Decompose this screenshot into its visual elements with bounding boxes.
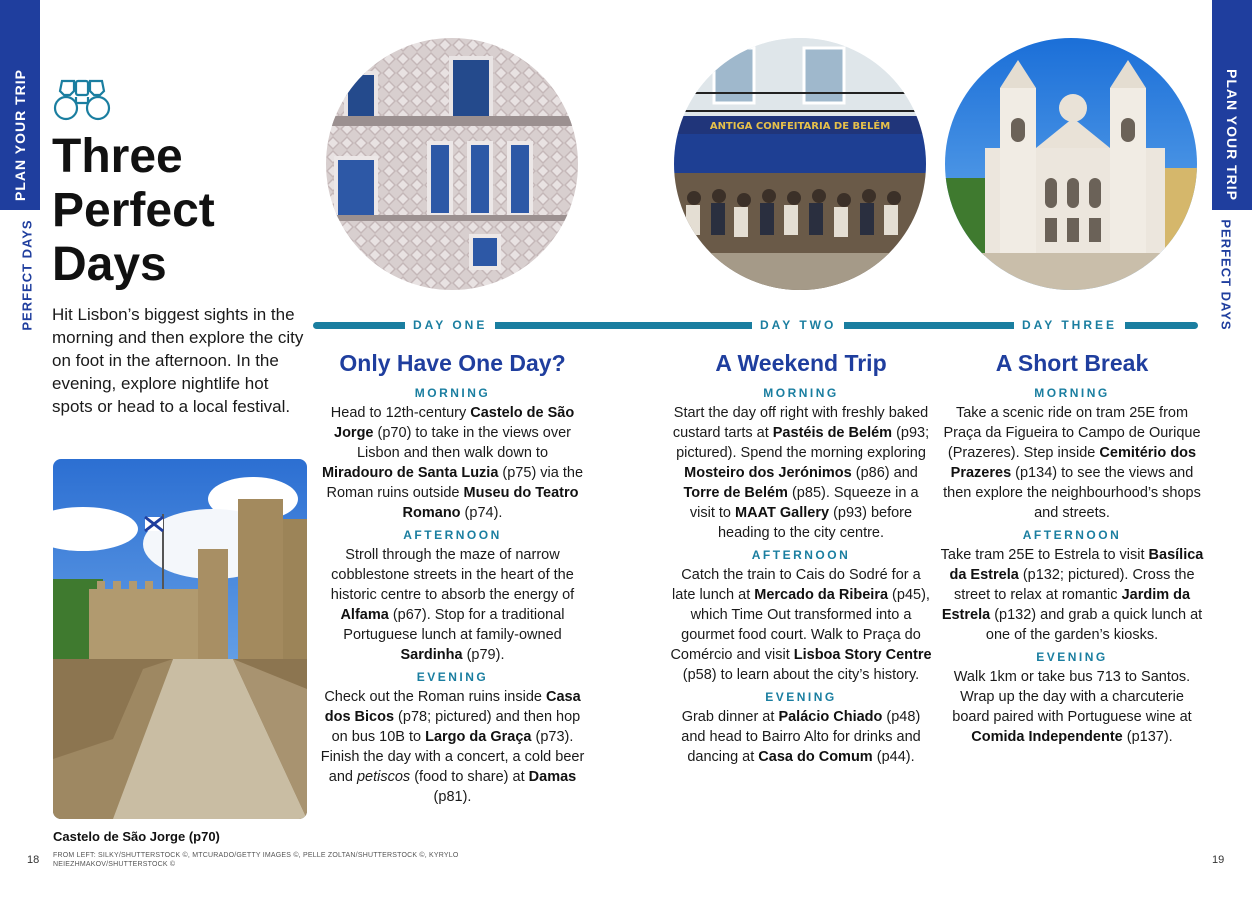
section-label-left: PERFECT DAYS (19, 219, 35, 331)
timeline-day-one: DAY ONE (405, 317, 495, 333)
day-three-afternoon-label: AFTERNOON (1022, 528, 1122, 542)
cafe-sign-text: ANTIGA CONFEITARIA DE BELÉM (709, 121, 891, 132)
page-title (52, 130, 302, 292)
page-number-left: 18 (27, 854, 40, 866)
day-one-morning-label: MORNING (414, 386, 491, 400)
place-name: Museu do Teatro Romano (402, 485, 579, 521)
place-name: Lisboa Story Centre (793, 647, 932, 663)
intro-text: Hit Lisbon’s biggest sights in the morning and then explore the city on foot in the afternoon. In the evening, explore nightlife hot spots or head to a local festival. (52, 305, 304, 416)
title-line-2: Perfect (52, 184, 215, 237)
day-one-afternoon-label: AFTERNOON (403, 528, 502, 542)
day-three-title: A Short Break (995, 350, 1149, 376)
day-three-afternoon-text: Take tram 25E to Estrela to visit Basílica da Estrela (p132; pictured). Cross the street to relax at romantic Jardim da Estrela (p132) and grab a quick lunch at one of the garden’s kiosks. (940, 547, 1204, 643)
section-label-right: PERFECT DAYS (1218, 219, 1234, 331)
place-name: Palácio Chiado (778, 709, 883, 725)
day-three-morning-text: Take a scenic ride on tram 25E from Praça da Figueira to Campo de Ourique (Prazeres). Step inside Cemitério dos Prazeres (p134) to see the views and then explore the neighbourhood’s shops and streets. (943, 405, 1201, 521)
place-name: Largo da Graça (425, 729, 532, 745)
place-name: Alfama (340, 607, 389, 623)
day-two-evening-text: Grab dinner at Palácio Chiado (p48) and head to Bairro Alto for drinks and dancing at Casa do Comum (p44). (681, 709, 921, 765)
place-name: Casa dos Bicos (324, 689, 581, 725)
day-two-morning-text: Start the day off right with freshly baked custard tarts at Pastéis de Belém (p93; pictured). Spend the morning exploring Mosteiro dos Jerónimos (p86) and Torre de Belém (p85). Squeeze in a visit to MAAT Gallery (p93) before heading to the city centre. (672, 405, 930, 541)
title-line-1: Three (52, 130, 183, 183)
place-name: Jardim da Estrela (941, 587, 1191, 623)
day-three-morning-label: MORNING (1034, 386, 1110, 400)
day-three-column (940, 348, 1204, 747)
place-name: Comida Independente (971, 729, 1123, 745)
side-tab-label-left: PLAN YOUR TRIP (12, 69, 28, 201)
place-name: Casa do Comum (758, 749, 873, 765)
day-one-morning-text: Head to 12th-century Castelo de São Jorge (p70) to take in the views over Lisbon and then walk down to Miradouro de Santa Luzia (p75) via the Roman ruins outside Museu do Teatro Romano (p74). (321, 405, 584, 521)
side-tab-label-right: PLAN YOUR TRIP (1224, 69, 1240, 201)
day-two-morning-label: MORNING (763, 386, 839, 400)
place-name: Damas (528, 769, 577, 785)
place-name: Pastéis de Belém (772, 425, 893, 441)
timeline-day-three: DAY THREE (1014, 317, 1125, 333)
place-name: Sardinha (400, 647, 463, 663)
basilica-da-estrela-photo (945, 38, 1197, 290)
place-name: MAAT Gallery (735, 505, 830, 521)
day-two-column (670, 348, 932, 767)
day-three-evening-text: Walk 1km or take bus 713 to Santos. Wrap up the day with a charcuterie board paired with Portuguese wine at Comida Independente (p137). (952, 669, 1192, 745)
day-one-afternoon-text: Stroll through the maze of narrow cobblestone streets in the heart of the historic centre to absorb the energy of Alfama (p67). Stop for a traditional Portuguese lunch at family-owned Sardinha (p79). (330, 547, 575, 663)
castle-photo (53, 459, 307, 819)
day-two-title: A Weekend Trip (715, 350, 887, 376)
day-two-evening-label: EVENING (765, 690, 837, 704)
day-one-evening-label: EVENING (416, 670, 489, 684)
day-two-afternoon-text: Catch the train to Cais do Sodré for a late lunch at Mercado da Ribeira (p45), which Time Out transformed into a gourmet food court. Walk to Praça do Comércio and visit Lisboa Story Centre (p58) to learn about the city’s history. (670, 567, 932, 683)
day-one-evening-text: Check out the Roman ruins inside Casa dos Bicos (p78; pictured) and then hop on bus 10B to Largo da Graça (p73). Finish the day with a concert, a cold beer and petiscos (food to share) at Damas (p81). (320, 689, 585, 805)
day-two-afternoon-label: AFTERNOON (751, 548, 851, 562)
binoculars-icon (52, 75, 112, 123)
place-name: Mosteiro dos Jerónimos (684, 465, 852, 481)
pasteis-de-belem-photo (674, 38, 926, 290)
day-three-evening-label: EVENING (1036, 650, 1108, 664)
photo-caption: Castelo de São Jorge (p70) (53, 829, 220, 844)
day-one-title: Only Have One Day? (339, 350, 566, 376)
page-number-right: 19 (1212, 854, 1225, 866)
place-name: Mercado da Ribeira (754, 587, 889, 603)
photo-credits: FROM LEFT: SILKY/SHUTTERSTOCK ©, MTCURADO/GETTY IMAGES ©, PELLE ZOLTAN/SHUTTERSTOCK ©, KYRYLO NEIEZHMAKOV/SHUTTERSTOCK © (53, 852, 459, 868)
place-name: Castelo de São Jorge (334, 405, 575, 441)
casa-dos-bicos-photo (326, 38, 578, 290)
timeline-day-two: DAY TWO (752, 317, 844, 333)
place-name: Cemitério dos Prazeres (950, 445, 1197, 481)
italic-term: petiscos (356, 769, 411, 785)
title-line-3: Days (52, 238, 167, 291)
place-name: Miradouro de Santa Luzia (321, 465, 499, 481)
day-one-column (320, 348, 585, 807)
place-name: Torre de Belém (683, 485, 788, 501)
place-name: Basílica da Estrela (949, 547, 1204, 583)
